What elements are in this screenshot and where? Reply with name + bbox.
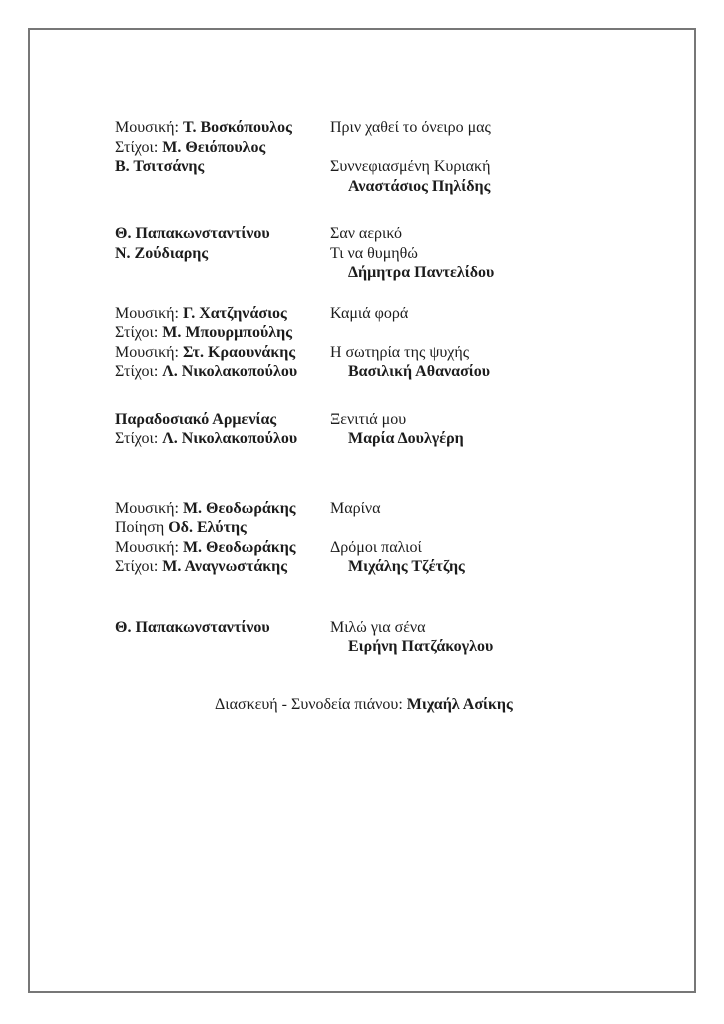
credit-role-label: Στίχοι:: [115, 324, 163, 341]
program-list: [115, 118, 615, 714]
credit-cell: [115, 224, 330, 244]
program-row: [115, 499, 615, 519]
program-row: [115, 557, 615, 577]
program-row: [115, 538, 615, 558]
credit-name: Γ. Χατζηνάσιος: [182, 304, 287, 322]
song-cell: [330, 244, 418, 264]
performer-name: Αναστάσιος Πηλίδης: [348, 177, 491, 195]
credit-name: Τ. Βοσκόπουλος: [182, 119, 292, 136]
credit-name: Β. Τσιτσάνης: [115, 158, 205, 175]
song-cell: [330, 263, 494, 283]
song-title: Ξενιτιά μου: [330, 410, 407, 428]
song-title: Πριν χαθεί το όνειρο μας: [330, 119, 491, 136]
credit-role-label: Στίχοι:: [115, 363, 163, 380]
credit-cell: [115, 410, 330, 430]
credit-role-label: Μουσική:: [115, 499, 183, 517]
credit-cell: [115, 263, 330, 283]
credit-name: Μ. Αναγνωστάκης: [162, 558, 287, 575]
block-spacer: [115, 382, 615, 410]
credit-role-label: Μουσική:: [115, 343, 183, 361]
program-row: [115, 304, 615, 324]
song-title: Καμιά φορά: [330, 304, 409, 322]
program-row: [115, 118, 615, 138]
song-title: Δρόμοι παλιοί: [330, 538, 422, 556]
song-cell: [330, 118, 491, 138]
program-row: [115, 618, 615, 638]
program-row: [115, 263, 615, 283]
song-cell: [330, 637, 493, 657]
song-cell: [330, 343, 469, 363]
credit-cell: [115, 177, 330, 197]
credit-role-label: Μουσική:: [115, 538, 183, 556]
credit-name: Ν. Ζούδιαρης: [115, 244, 209, 262]
program-row: [115, 362, 615, 382]
program-row: [115, 410, 615, 430]
song-title: Μαρίνα: [330, 499, 381, 517]
song-title: Η σωτηρία της ψυχής: [330, 343, 470, 361]
song-title: Συννεφιασμένη Κυριακή: [330, 158, 491, 175]
block-spacer: [115, 283, 615, 304]
song-cell: [330, 177, 490, 197]
credit-name: Θ. Παπακωνσταντίνου: [115, 618, 270, 636]
block-spacer: [115, 577, 615, 618]
credit-cell: [115, 429, 330, 449]
credit-role-label: Μουσική:: [115, 119, 183, 136]
credit-name: Μ. Θεοδωράκης: [182, 499, 296, 517]
song-cell: [330, 410, 406, 430]
credit-cell: [115, 618, 330, 638]
song-title: Τι να θυμηθώ: [330, 244, 418, 262]
song-cell: [330, 224, 402, 244]
credit-cell: [115, 557, 330, 577]
credit-cell: [115, 138, 330, 158]
program-row: [115, 224, 615, 244]
block-spacer: [115, 196, 615, 224]
song-cell: [330, 362, 490, 382]
credit-cell: [115, 244, 330, 264]
program-row: [115, 177, 615, 197]
credit-name: Μ. Μπουρμπούλης: [162, 324, 292, 341]
block-spacer: [115, 657, 615, 695]
credit-cell: [115, 538, 330, 558]
program-row: [115, 637, 615, 657]
credit-cell: [115, 362, 330, 382]
song-cell: [330, 499, 381, 519]
program-row: [115, 138, 615, 158]
song-cell: [330, 429, 464, 449]
footer-name: Μιχαήλ Ασίκης: [406, 695, 513, 713]
credit-cell: [115, 637, 330, 657]
credit-name: Μ. Θειόπουλος: [162, 138, 266, 156]
footer-credit: [115, 695, 615, 715]
program-row: [115, 323, 615, 343]
program-row: [115, 429, 615, 449]
program-row: [115, 518, 615, 538]
song-cell: [330, 157, 490, 177]
performer-name: Ειρήνη Πατζάκογλου: [348, 638, 494, 655]
credit-name: Παραδοσιακό Αρμενίας: [115, 410, 277, 428]
credit-cell: [115, 323, 330, 343]
credit-role-label: Στίχοι:: [115, 430, 163, 447]
program-row: [115, 343, 615, 363]
credit-cell: [115, 304, 330, 324]
credit-cell: [115, 157, 330, 177]
song-cell: [330, 618, 426, 638]
song-title: Σαν αερικό: [330, 225, 403, 242]
program-row: [115, 244, 615, 264]
song-cell: [330, 304, 408, 324]
credit-cell: [115, 343, 330, 363]
footer-role-label: Διασκευή - Συνοδεία πιάνου:: [215, 695, 407, 713]
credit-name: Λ. Νικολακοπούλου: [162, 363, 298, 380]
credit-cell: [115, 118, 330, 138]
credit-name: Λ. Νικολακοπούλου: [162, 430, 298, 447]
credit-name: Οδ. Ελύτης: [168, 519, 247, 536]
credit-role-label: Ποίηση: [115, 519, 169, 536]
song-title: Μιλώ για σένα: [330, 618, 426, 636]
credit-role-label: Στίχοι:: [115, 558, 163, 575]
performer-name: Μαρία Δουλγέρη: [348, 430, 464, 447]
credit-name: Μ. Θεοδωράκης: [182, 538, 296, 556]
credit-role-label: Μουσική:: [115, 304, 183, 322]
performer-name: Δήμητρα Παντελίδου: [348, 264, 495, 281]
credit-cell: [115, 499, 330, 519]
song-cell: [330, 557, 465, 577]
credit-name: Στ. Κραουνάκης: [182, 343, 296, 361]
block-spacer: [115, 449, 615, 499]
credit-cell: [115, 518, 330, 538]
performer-name: Βασιλική Αθανασίου: [348, 363, 491, 380]
performer-name: Μιχάλης Τζέτζης: [348, 558, 465, 575]
song-cell: [330, 538, 422, 558]
credit-role-label: Στίχοι:: [115, 138, 163, 156]
program-row: [115, 157, 615, 177]
credit-name: Θ. Παπακωνσταντίνου: [115, 225, 270, 242]
